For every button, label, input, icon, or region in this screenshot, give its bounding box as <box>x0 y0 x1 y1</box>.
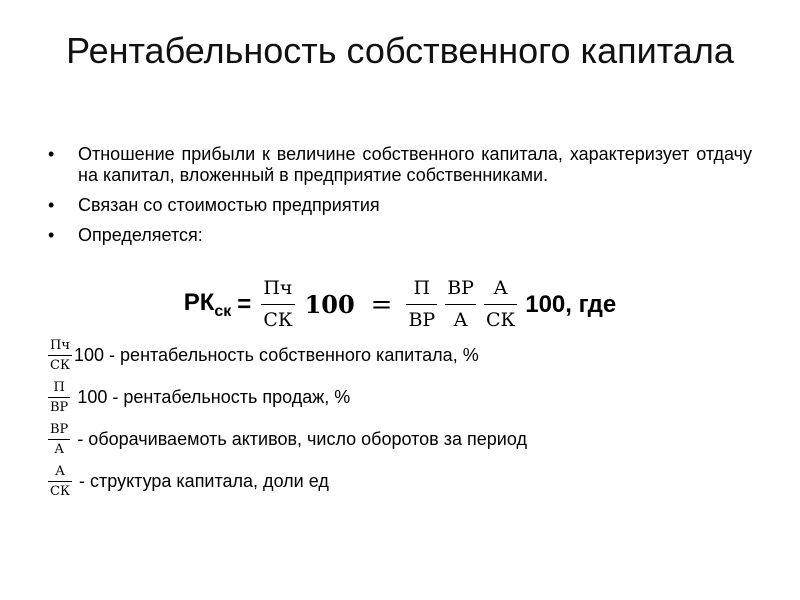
fraction-bar <box>48 481 72 482</box>
bullet-marker: • <box>48 225 55 245</box>
definition-text: - структура капитала, доли ед <box>74 470 329 491</box>
definition-text: 100 - рентабельность продаж, % <box>72 386 351 407</box>
fraction-denominator: ВР <box>408 309 436 331</box>
fraction-numerator: ВР <box>50 421 69 437</box>
fraction-bar <box>261 304 294 305</box>
definition-row <box>48 418 768 460</box>
bullet-marker: • <box>48 144 55 164</box>
bullet-text: Отношение прибыли к величине собственного капитала, характеризует отдачу на капитал, вложенный в предприятие собственниками. <box>78 144 752 185</box>
formula-equals: = <box>237 290 252 318</box>
formula-lhs-subscript: ск <box>214 302 232 320</box>
fraction-numerator: Пч <box>50 337 70 353</box>
formula-lhs <box>184 289 232 321</box>
formula-lhs-symbol: РК <box>183 288 215 316</box>
definition-row <box>48 334 768 376</box>
fraction-bar <box>484 304 517 305</box>
fraction-net-profit-over-equity <box>261 276 294 333</box>
definition-fraction <box>48 463 72 500</box>
bullet-marker: • <box>48 195 55 215</box>
fraction-revenue-over-assets <box>445 276 476 333</box>
fraction-denominator: СК <box>485 309 516 331</box>
fraction-numerator: ВР <box>447 277 474 299</box>
formula-multiplier: 𝟏𝟎𝟎 <box>304 290 355 319</box>
fraction-denominator: СК <box>50 357 71 373</box>
definition-fraction <box>48 379 70 416</box>
formula-equals: = <box>370 289 393 320</box>
fraction-profit-over-revenue <box>406 276 437 333</box>
fraction-numerator: П <box>413 277 431 299</box>
fraction-bar <box>48 355 72 356</box>
bullet-item <box>48 225 752 246</box>
roe-formula <box>0 276 800 333</box>
definition-fraction <box>48 421 70 458</box>
formula-tail: 100, где <box>525 290 617 318</box>
bullet-list <box>48 144 752 255</box>
fraction-assets-over-equity <box>484 276 517 333</box>
fraction-denominator: А <box>54 441 65 457</box>
fraction-bar <box>48 439 70 440</box>
slide-title: Рентабельность собственного капитала <box>66 30 734 71</box>
fraction-numerator: Пч <box>263 277 293 299</box>
definition-row <box>48 376 768 418</box>
fraction-bar <box>48 397 70 398</box>
definition-text: - оборачиваемоть активов, число оборотов за период <box>72 428 527 449</box>
definitions-list <box>48 334 768 502</box>
definition-fraction <box>48 337 72 374</box>
definition-row <box>48 460 768 502</box>
definition-text: 100 - рентабельность собственного капитала, % <box>74 344 479 365</box>
bullet-item <box>48 195 752 216</box>
bullet-text: Связан со стоимостью предприятия <box>78 195 380 215</box>
fraction-bar <box>445 304 476 305</box>
fraction-denominator: СК <box>50 483 71 499</box>
fraction-numerator: А <box>493 277 508 299</box>
bullet-text: Определяется: <box>78 225 203 245</box>
fraction-numerator: П <box>53 379 65 395</box>
fraction-denominator: А <box>453 309 468 331</box>
fraction-denominator: ВР <box>50 399 69 415</box>
fraction-denominator: СК <box>263 309 293 331</box>
fraction-bar <box>406 304 437 305</box>
bullet-item <box>48 144 752 186</box>
fraction-numerator: А <box>55 463 65 479</box>
